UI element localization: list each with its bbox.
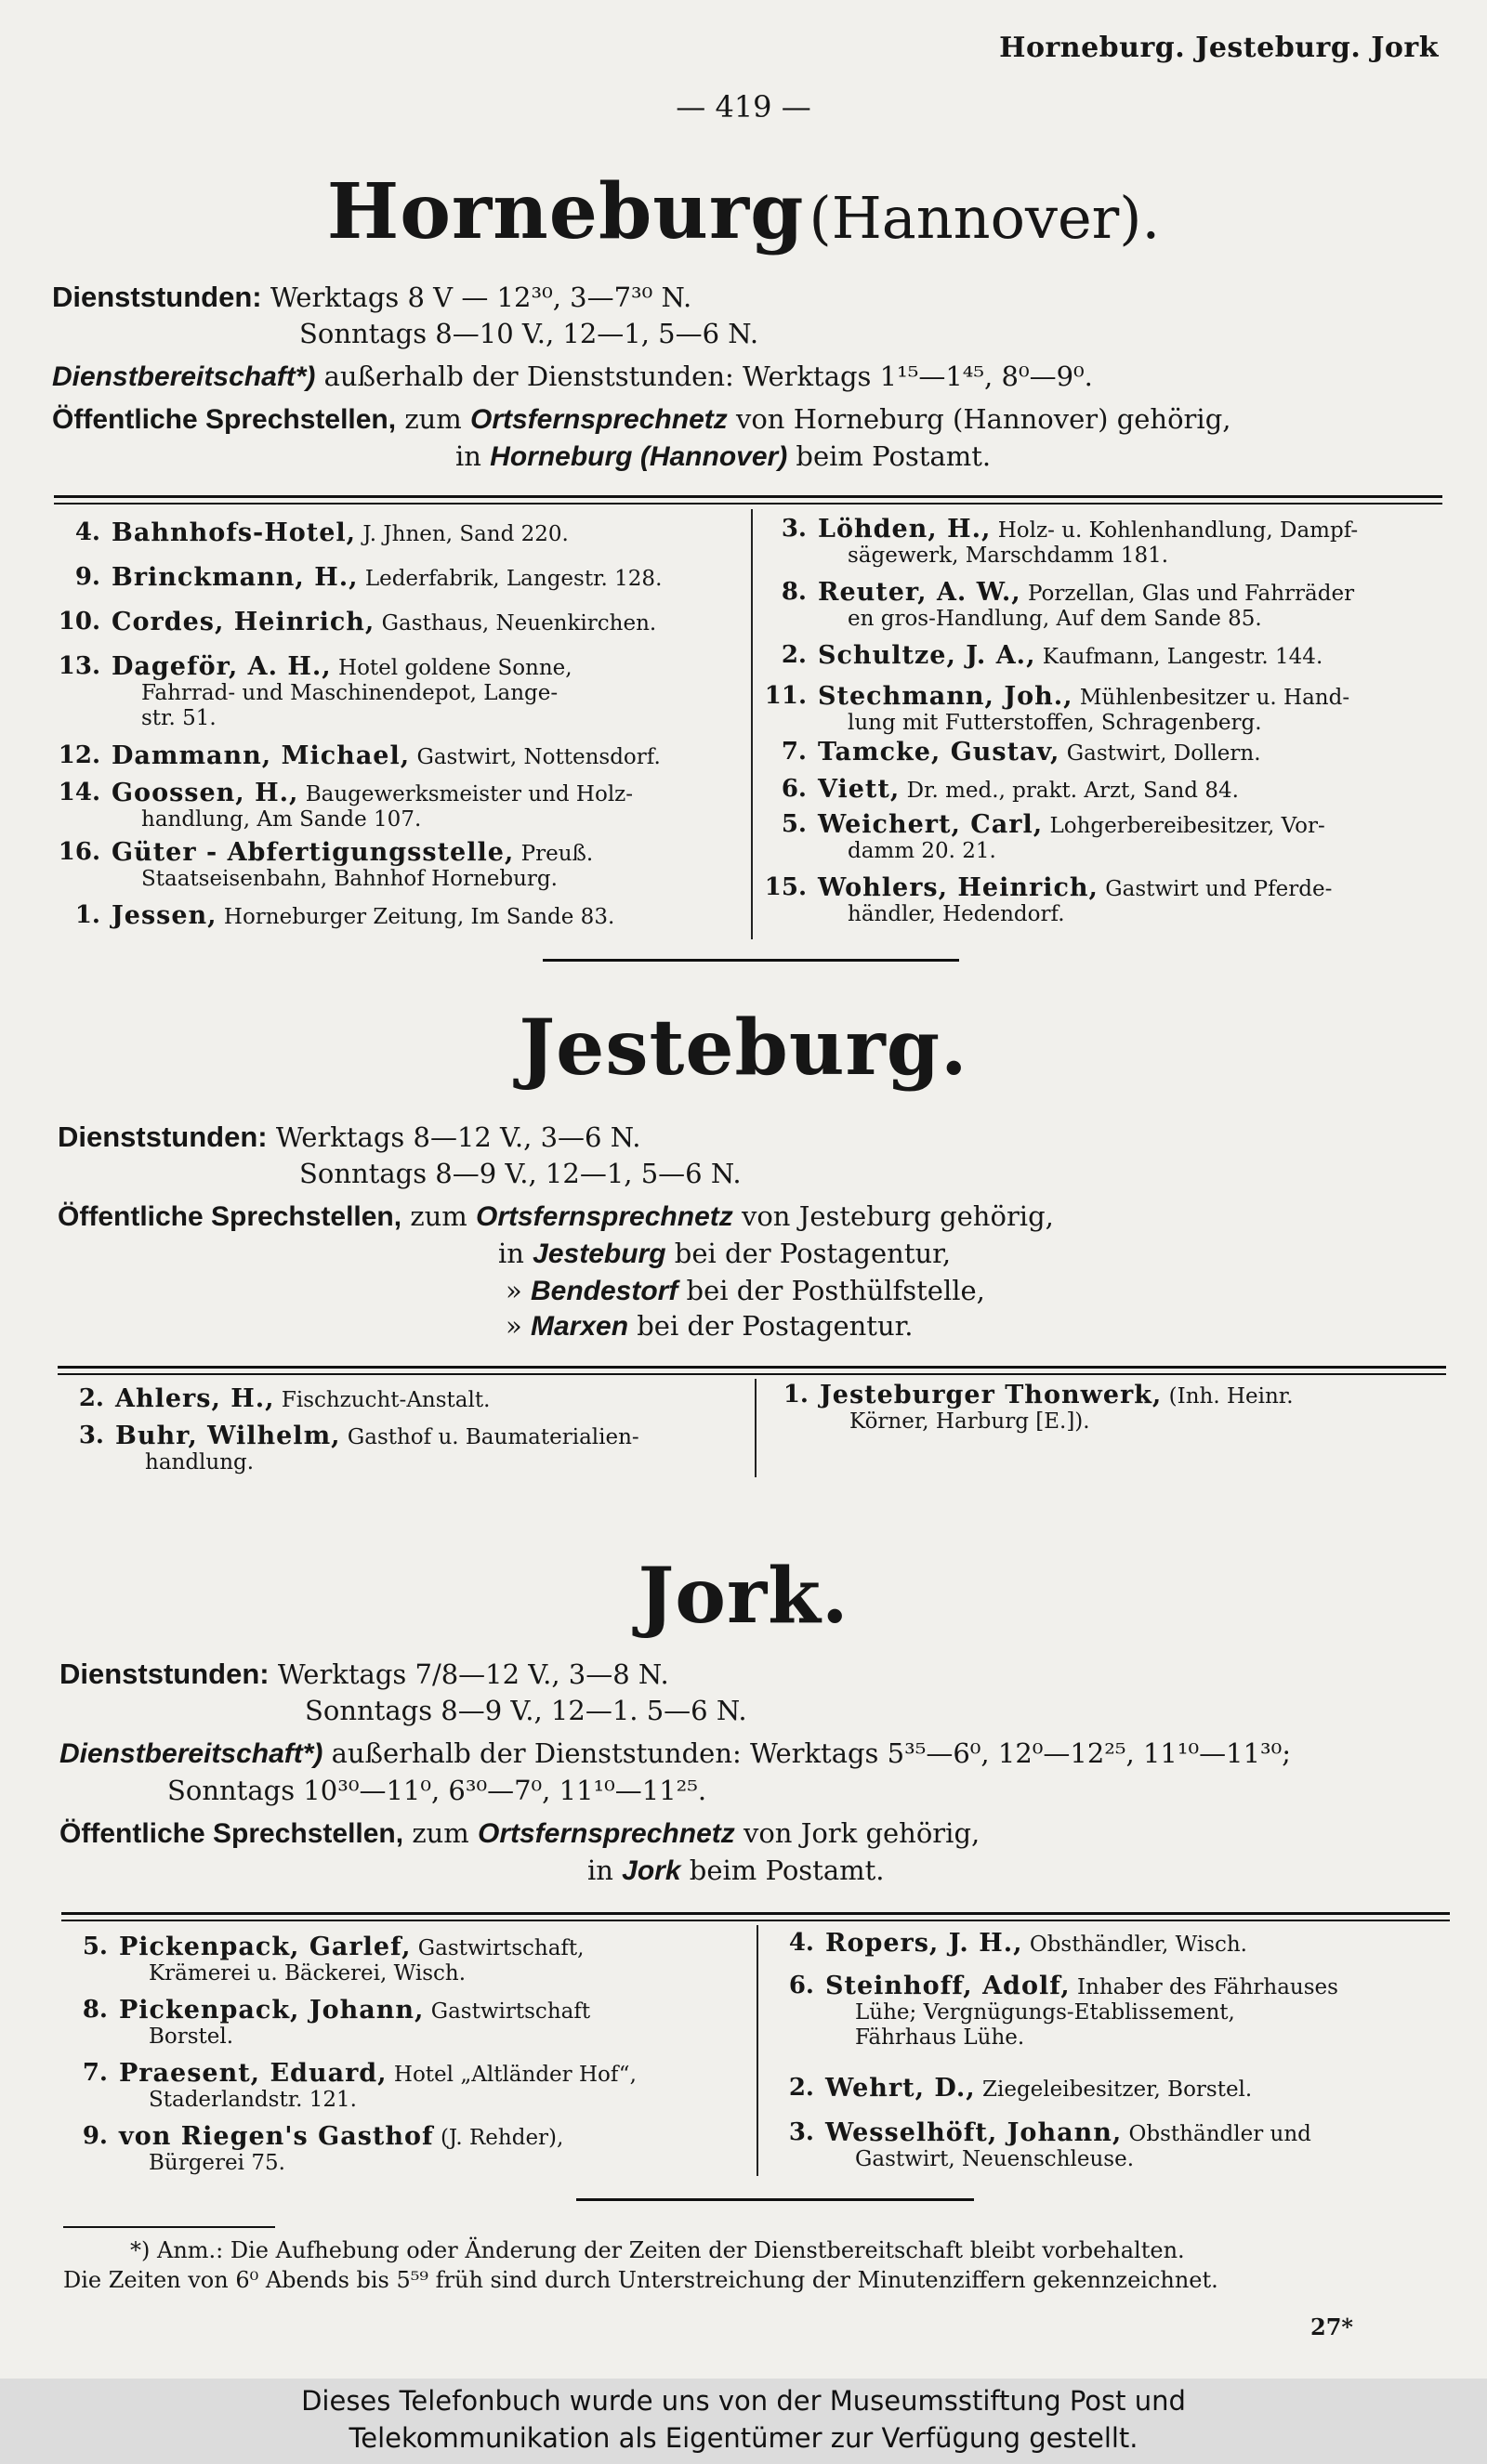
public-stations-line <box>52 403 1230 436</box>
entry-name: Buhr, Wilhelm, <box>115 1422 341 1450</box>
entry-number: 8. <box>82 1996 108 2024</box>
entry-name: Reuter, A. W., <box>818 578 1021 607</box>
rule <box>58 1373 1446 1375</box>
hours-label: Dienststunden: <box>59 1658 270 1690</box>
public-mid: zum <box>410 1200 467 1232</box>
public-stations-line <box>59 1817 980 1850</box>
office-hours <box>58 1121 640 1154</box>
public-label: Öffentliche Sprechstellen, <box>52 404 397 435</box>
location-marxen <box>506 1310 914 1343</box>
public-location-line <box>587 1855 884 1887</box>
location-bendestorf <box>506 1275 985 1307</box>
entry-detail-continued: Staderlandstr. 121. <box>149 2088 357 2112</box>
entry-name: Dageför, A. H., <box>112 652 332 681</box>
location-jesteburg <box>498 1238 951 1270</box>
entry-number: 3. <box>781 515 807 543</box>
location-post: beim Postamt. <box>796 440 992 472</box>
entry-name: Pickenpack, Garlef, <box>119 1933 412 1961</box>
public-label: Öffentliche Sprechstellen, <box>58 1201 402 1232</box>
entry-detail: Obsthändler, Wisch. <box>1029 1933 1247 1957</box>
entry-name: Tamcke, Gustav, <box>818 738 1060 767</box>
footer-line-1: Dieses Telefonbuch wurde uns von der Museumsstiftung Post und <box>301 2385 1186 2417</box>
footer-line-2: Telekommunikation als Eigentümer zur Verfügung gestellt. <box>349 2422 1138 2454</box>
rule <box>61 1920 1450 1921</box>
directory-entry <box>54 654 742 738</box>
entry-detail-continued: händler, Hedendorf. <box>848 902 1065 926</box>
rule <box>58 1366 1446 1369</box>
entry-number: 14. <box>58 779 100 806</box>
entry-detail: Gasthof u. Baumaterialien- <box>347 1425 639 1449</box>
entry-detail-continued: Gastwirt, Neuenschleuse. <box>855 2147 1135 2171</box>
entry-detail: Gasthaus, Neuenkirchen. <box>381 611 657 636</box>
entry-number: 7. <box>82 2059 108 2087</box>
entry-name: Bahnhofs-Hotel, <box>112 518 357 547</box>
entry-number: 15. <box>764 873 807 901</box>
directory-entry <box>61 2124 749 2208</box>
entry-detail-continued: Lühe; Vergnügungs-Etablissement, <box>855 2000 1235 2025</box>
entry-detail: Baugewerksmeister und Holz- <box>305 782 634 806</box>
entry-number: 2. <box>788 2074 814 2102</box>
page-number: — 419 — <box>676 89 811 125</box>
entry-detail: Gastwirt, Dollern. <box>1066 741 1261 766</box>
public-rest: von Jork gehörig, <box>743 1817 980 1849</box>
entry-number: 16. <box>58 838 100 866</box>
entry-name: Viett, <box>818 775 901 804</box>
signature-mark: 27* <box>1310 2313 1353 2340</box>
entry-detail: (Inh. Heinr. <box>1168 1384 1294 1409</box>
entry-name: Pickenpack, Johann, <box>119 1996 425 2025</box>
rule <box>54 495 1442 498</box>
entry-detail: Gastwirtschaft <box>430 1999 591 2024</box>
entry-number: 4. <box>788 1929 814 1957</box>
entry-detail-continued: en gros-Handlung, Auf dem Sande 85. <box>848 607 1262 631</box>
entry-detail-continued: Fahrrad- und Maschinendepot, Lange- <box>141 681 559 705</box>
entry-name: Goossen, H., <box>112 779 299 807</box>
entry-number: 2. <box>78 1384 104 1412</box>
section-title-jork <box>0 1552 1487 1641</box>
directory-entry <box>58 1423 745 1507</box>
directory-entry <box>762 1383 1450 1466</box>
entry-detail-continued: sägewerk, Marschdamm 181. <box>848 544 1169 568</box>
hours-weekday: Werktags 7/8—12 V., 3—8 N. <box>277 1658 669 1690</box>
public-rest: von Horneburg (Hannover) gehörig, <box>735 403 1231 435</box>
entry-detail-continued: Bürgerei 75. <box>149 2151 285 2175</box>
entry-name: Dammann, Michael, <box>112 741 411 770</box>
entry-number: 2. <box>781 641 807 669</box>
entry-detail: Gastwirt und Pferde- <box>1105 877 1333 901</box>
location-pre: » <box>506 1275 522 1306</box>
directory-entry <box>760 875 1448 959</box>
footnote-line-2: Die Zeiten von 6⁰ Abends bis 5⁵⁹ früh sind durch Unterstreichung der Minutenziffern gekennzeichnet. <box>63 2267 1218 2293</box>
entry-name: Jesteburger Thonwerk, <box>820 1381 1163 1409</box>
section-title-horneburg <box>0 167 1487 256</box>
entry-detail: Horneburger Zeitung, Im Sande 83. <box>223 905 615 929</box>
hours-weekday: Werktags 8 V — 12³⁰, 3—7³⁰ N. <box>270 282 692 313</box>
location-post: bei der Posthülfstelle, <box>686 1275 985 1306</box>
location-place: Jesteburg <box>533 1239 666 1269</box>
entry-detail-continued: Staatseisenbahn, Bahnhof Horneburg. <box>141 867 558 891</box>
entry-detail: J. Jhnen, Sand 220. <box>362 522 569 546</box>
entry-name: Cordes, Heinrich, <box>112 608 375 636</box>
entry-number: 8. <box>781 578 807 606</box>
entry-detail: Ziegeleibesitzer, Borstel. <box>982 2077 1253 2102</box>
location-post: bei der Postagentur, <box>674 1238 952 1269</box>
section-rule <box>576 2198 974 2201</box>
hours-weekday: Werktags 8—12 V., 3—6 N. <box>275 1121 641 1153</box>
entry-detail-continued: lung mit Futterstoffen, Schragenberg. <box>848 711 1262 735</box>
entry-detail: Porzellan, Glas und Fahrräder <box>1027 582 1355 606</box>
entry-name: Praesent, Eduard, <box>119 2059 388 2088</box>
entry-name: Schultze, J. A., <box>818 641 1036 670</box>
hours-sunday: Sonntags 8—10 V., 12—1, 5—6 N. <box>299 318 759 349</box>
entry-detail-continued: Fährhaus Lühe. <box>855 2025 1025 2050</box>
office-hours <box>59 1658 669 1691</box>
entry-detail: Holz- u. Kohlenhandlung, Dampf- <box>997 518 1359 543</box>
entry-name: Wehrt, D., <box>825 2074 976 2103</box>
hours-label: Dienststunden: <box>52 281 262 313</box>
entry-detail: Mühlenbesitzer u. Hand- <box>1079 686 1350 710</box>
entry-detail: Kaufmann, Langestr. 144. <box>1042 645 1323 669</box>
location-pre: in <box>498 1238 524 1269</box>
entry-name: Weichert, Carl, <box>818 810 1044 839</box>
entry-detail: Preuß. <box>520 842 594 866</box>
entry-name: Ropers, J. H., <box>825 1929 1023 1958</box>
directory-entry <box>768 1973 1455 2057</box>
directory-entry <box>54 903 742 987</box>
entry-number: 9. <box>82 2122 108 2150</box>
public-net: Ortsfernsprechnetz <box>478 1818 735 1849</box>
entry-detail: Hotel goldene Sonne, <box>338 656 572 680</box>
entry-name: Brinckmann, H., <box>112 563 359 592</box>
public-mid: zum <box>412 1817 469 1849</box>
readiness-line <box>59 1737 1291 1770</box>
entry-name: Stechmann, Joh., <box>818 682 1073 711</box>
entry-number: 10. <box>58 608 100 636</box>
readiness-text: außerhalb der Dienststunden: Werktags 1¹⁵—1⁴⁵, 8⁰—9⁰. <box>323 360 1093 392</box>
entry-name: Ahlers, H., <box>115 1384 275 1413</box>
entry-detail: Gastwirtschaft, <box>417 1936 585 1960</box>
entry-detail-continued: Körner, Harburg [E.]). <box>849 1409 1090 1434</box>
title-name: Jesteburg. <box>519 1003 968 1093</box>
entry-detail: Inhaber des Fährhauses <box>1076 1975 1338 1999</box>
location-place: Jork <box>622 1855 681 1886</box>
entry-detail-continued: handlung, Am Sande 107. <box>141 807 422 832</box>
entry-number: 6. <box>788 1972 814 1999</box>
entry-name: Wohlers, Heinrich, <box>818 873 1099 902</box>
entry-number: 3. <box>78 1422 104 1449</box>
office-hours <box>52 281 691 314</box>
location-place: Horneburg (Hannover) <box>490 441 788 472</box>
entry-number: 3. <box>788 2118 814 2146</box>
footnote-line-1: *) Anm.: Die Aufhebung oder Änderung der Zeiten der Dienstbereitschaft bleibt vorbehalten. <box>130 2237 1185 2263</box>
location-place: Bendestorf <box>530 1276 678 1306</box>
location-pre: » <box>506 1310 522 1342</box>
entry-number: 13. <box>58 652 100 680</box>
entry-number: 7. <box>781 738 807 766</box>
entry-number: 1. <box>783 1381 809 1409</box>
running-head: Horneburg. Jesteburg. Jork <box>999 32 1439 64</box>
public-stations-line <box>58 1200 1054 1233</box>
section-rule <box>543 959 959 962</box>
entry-name: Steinhoff, Adolf, <box>825 1972 1071 2000</box>
entry-detail: Gastwirt, Nottensdorf. <box>416 745 661 769</box>
directory-entry <box>768 2120 1455 2204</box>
hours-label: Dienststunden: <box>58 1121 268 1153</box>
entry-name: Löhden, H., <box>818 515 992 544</box>
entry-name: Güter - Abfertigungsstelle, <box>112 838 515 867</box>
entry-detail: Obsthändler und <box>1128 2122 1311 2146</box>
entry-name: Wesselhöft, Johann, <box>825 2118 1123 2147</box>
entry-detail: (J. Rehder), <box>440 2126 564 2150</box>
entry-detail-continued: Borstel. <box>149 2025 234 2049</box>
public-rest: von Jesteburg gehörig, <box>741 1200 1054 1232</box>
entry-number: 5. <box>781 810 807 838</box>
readiness-sunday: Sonntags 10³⁰—11⁰, 6³⁰—7⁰, 11¹⁰—11²⁵. <box>167 1775 707 1806</box>
readiness-text: außerhalb der Dienststunden: Werktags 5³⁵—6⁰, 12⁰—12²⁵, 11¹⁰—11³⁰; <box>331 1737 1292 1769</box>
entry-number: 4. <box>74 518 100 546</box>
section-title-jesteburg <box>0 1003 1487 1093</box>
column-divider <box>751 509 753 939</box>
entry-name: Jessen, <box>112 901 217 930</box>
entry-detail: Lohgerbereibesitzer, Vor- <box>1049 814 1325 838</box>
rule <box>54 503 1442 505</box>
location-pre: in <box>587 1855 613 1886</box>
readiness-label: Dienstbereitschaft*) <box>52 361 316 392</box>
entry-detail: Dr. med., prakt. Arzt, Sand 84. <box>906 779 1239 803</box>
public-net: Ortsfernsprechnetz <box>470 404 728 435</box>
readiness-label: Dienstbereitschaft*) <box>59 1738 323 1769</box>
title-name: Horneburg <box>326 167 805 256</box>
readiness-line <box>52 360 1093 393</box>
entry-name: von Riegen's Gasthof <box>119 2122 434 2151</box>
entry-number: 1. <box>74 901 100 929</box>
entry-detail: Hotel „Altländer Hof“, <box>393 2063 637 2087</box>
column-divider <box>755 1379 757 1477</box>
public-label: Öffentliche Sprechstellen, <box>59 1818 404 1849</box>
column-divider <box>757 1925 758 2176</box>
entry-number: 5. <box>82 1933 108 1960</box>
entry-detail: Fischzucht-Anstalt. <box>281 1388 491 1412</box>
public-net: Ortsfernsprechnetz <box>476 1201 733 1232</box>
title-name: Jork. <box>638 1552 849 1641</box>
rule <box>61 1912 1450 1915</box>
location-post: bei der Postagentur. <box>637 1310 914 1342</box>
entry-detail: Lederfabrik, Langestr. 128. <box>364 567 663 591</box>
public-mid: zum <box>404 403 462 435</box>
footnote-rule <box>63 2226 275 2228</box>
entry-detail-continued: handlung. <box>145 1450 255 1474</box>
entry-detail-continued: str. 51. <box>141 706 217 730</box>
location-pre: in <box>455 440 481 472</box>
archive-footer <box>0 2379 1487 2464</box>
location-place: Marxen <box>530 1311 629 1342</box>
location-post: beim Postamt. <box>689 1855 885 1886</box>
public-location-line <box>455 440 991 473</box>
entry-number: 6. <box>781 775 807 803</box>
entry-detail-continued: Krämerei u. Bäckerei, Wisch. <box>149 1961 467 1986</box>
hours-sunday: Sonntags 8—9 V., 12—1. 5—6 N. <box>305 1695 747 1726</box>
entry-number: 11. <box>764 682 807 710</box>
entry-detail-continued: damm 20. 21. <box>848 839 996 863</box>
title-suffix: (Hannover). <box>809 184 1161 252</box>
entry-number: 9. <box>74 563 100 591</box>
hours-sunday: Sonntags 8—9 V., 12—1, 5—6 N. <box>299 1158 742 1189</box>
entry-number: 12. <box>58 741 100 769</box>
